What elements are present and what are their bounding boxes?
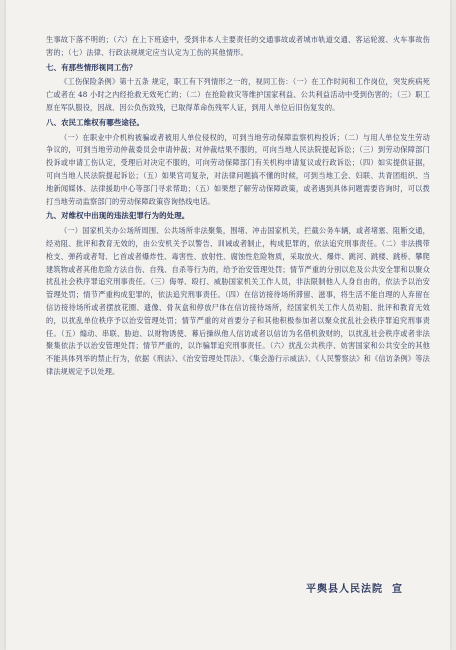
issuer-signature: 平舆县人民法院 宣 <box>306 584 403 595</box>
section-7-paragraph: 《工伤保险条例》第十五条 规定，职工有下列情形之一的，视同工伤：（一）在工作时间和工作岗位，突发疾病死亡或者在 48 小时之内经抢救无效死亡的；（二）在抢险救灾等维护国家利益、公共利益活动中受到伤害的；（三）职工原在军队服役，因战、因公负伤致残，已取得革命伤残军人证，到用人单位后旧伤复发的。 <box>46 77 430 112</box>
section-7-heading: 七、有那些情形视同工伤？ <box>46 62 137 72</box>
section-8-heading: 八、农民工维权有哪些途径。 <box>46 117 145 127</box>
document-page <box>6 0 450 650</box>
section-8-paragraph: （一）在职业中介机构被骗或者被用人单位侵权的，可到当地劳动保障监察机构投诉；（二）与用人单位发生劳动争议的，可到当地劳动仲裁委员会申请仲裁；对仲裁结果不服的，可向当地人民法院提起诉讼；（三）到劳动保障部门投诉或申请工伤认定，受理后对决定不服的，可向劳动保障部门有关机构申请复议或行政诉讼；（四）如实提供证据，可向当地人民法院提起诉讼；（五）如果官司复杂，对法律问题搞不懂的时候，可到当地工会、妇联、共青团组织、当地新闻媒体、法律援助中心等部门寻求帮助；（五）如果想了解劳动保障政策，或者遇到具体问题需要咨询时，可以拨打当地劳动监察部门的劳动保障政策咨询热线电话。 <box>46 132 430 206</box>
section-9-heading: 九、对维权中出现的违法犯罪行为的处理。 <box>46 211 190 221</box>
section-9-paragraph: （一）国家机关办公场所周围、公共场所非法聚集，围堵、冲击国家机关，拦截公务车辆，或者堵塞、阻断交通，经劝阻、批评和教育无效的，由公安机关予以警告、训诫或者制止，构成犯罪的，依法追究刑事责任。（二）非法携带枪支、弹药或者弩、匕首或者爆炸性、毒害性、放射性、腐蚀性危险物质，采取放火、爆炸、跳河、跳楼、跳桥、攀爬建筑物或者其他危险方法自伤、自残、自杀等行为的，给予治安管理处罚；情节严重的分别以危及公共安全罪和以聚众扰乱社会秩序罪追究刑事责任。（三）侮辱、殴打、威胁国家机关工作人员，非法限制他人人身自由的，依法予以治安管理处罚；情节严重构成犯罪的，依法追究刑事责任。（四）在信访接待场所滞留、滋事，将生活不能自理的人弃留在信访接待场所或者摆放花圈、遗像、骨灰盒和停放尸体在信访接待场所，经国家机关工作人员劝阻、批评和教育无效的，以扰乱单位秩序予以治安管理处罚；情节严重的对首要分子和其他积极参加者以聚众扰乱社会秩序罪追究刑事责任。（五）煽动、串联、胁迫、以财物诱使、幕后操纵他人信访或者以信访为名借机敛财的，以扰乱社会秩序或者非法聚集依法予以治安管理处罚；情节严重的，以诈骗罪追究刑事责任。（六）扰乱公共秩序、妨害国家和公共安全的其他不能具体列举的禁止行为，依据《刑法》、《治安管理处罚法》、《集会游行示威法》、《人民警察法》和《信访条例》等法律法规规定予以处理。 <box>46 226 430 376</box>
document-body <box>46 34 430 379</box>
intro-paragraph: 生事故下落不明的；（六）在上下班途中，受到非本人主要责任的交通事故或者城市轨道交通、客运轮渡、火车事故伤害的；（七）法律、行政法规规定应当认定为工伤的其他情形。 <box>46 35 430 57</box>
